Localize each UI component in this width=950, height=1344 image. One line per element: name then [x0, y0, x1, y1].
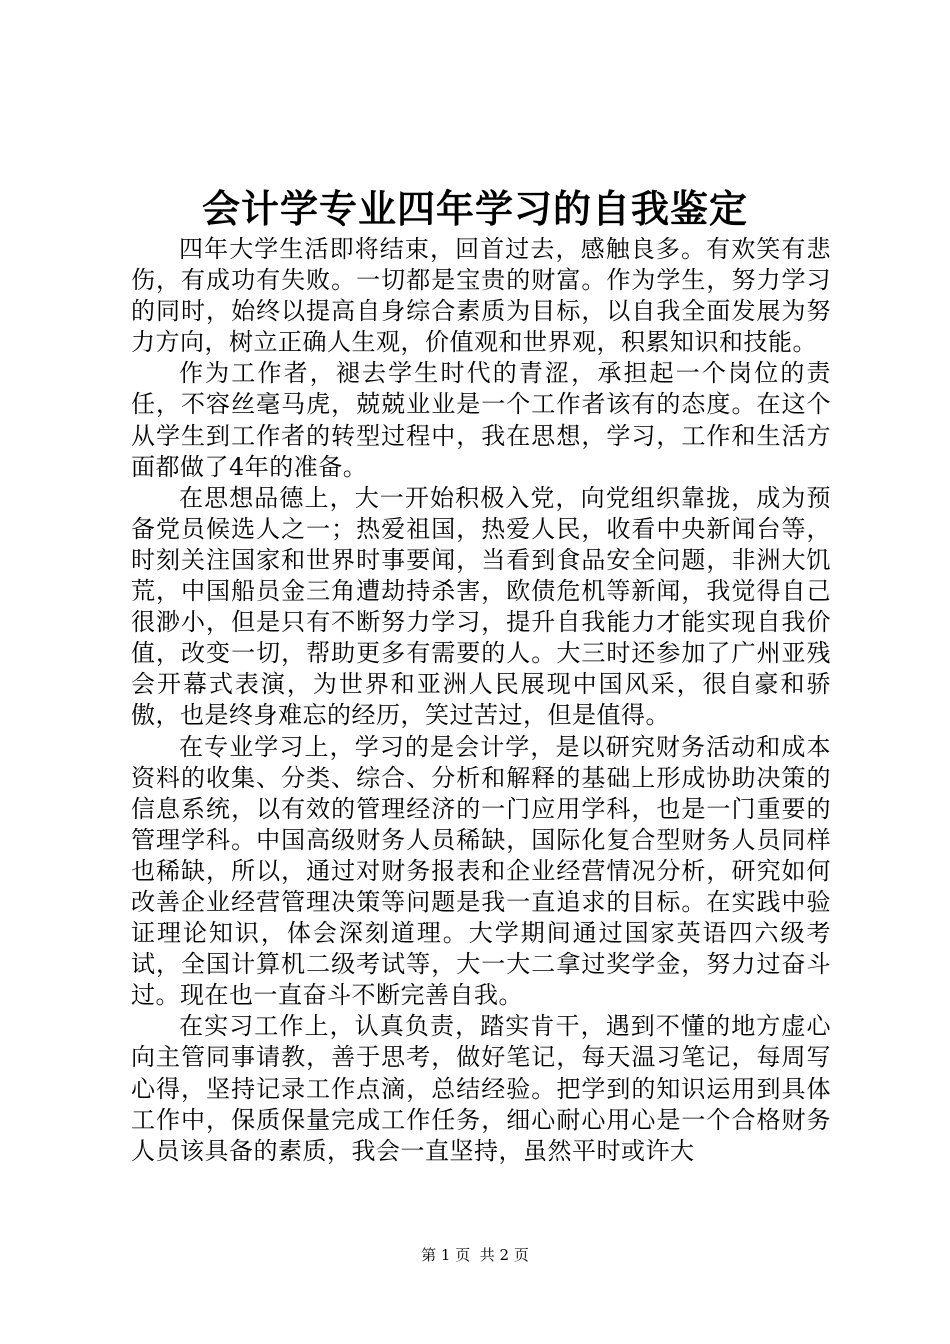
paragraph-ideology: 在思想品德上，大一开始积极入党，向党组织靠拢，成为预备党员候选人之一；热爱祖国，热爱人民，收看中央新闻台等，时刻关注国家和世界时事要闻，当看到食品安全问题，非洲大饥荒，中国船员金三角遭劫持杀害，欧债危机等新闻，我觉得自己很渺小，但是只有不断努力学习，提升自我能力才能实现自我价值，改变一切，帮助更多有需要的人。大三时还参加了广州亚残会开幕式表演，为世界和亚洲人民展现中国风采，很自豪和骄傲，也是终身难忘的经历，笑过苦过，但是值得。 [131, 483, 831, 730]
document-body [131, 234, 831, 1167]
document-title: 会计学专业四年学习的自我鉴定 [201, 187, 748, 231]
paragraph-internship: 在实习工作上，认真负责，踏实肯干，遇到不懂的地方虚心向主管同事请教，善于思考，做好笔记，每天温习笔记，每周写心得，坚持记录工作点滴，总结经验。把学到的知识运用到具体工作中，保质保量完成工作任务，细心耐心用心是一个合格财务人员该具备的素质，我会一直坚持，虽然平时或许大 [131, 1012, 831, 1165]
page-number-label: 第 1 页 共 2 页 [421, 1246, 529, 1264]
paragraph-study: 在专业学习上，学习的是会计学，是以研究财务活动和成本资料的收集、分类、综合、分析和解释的基础上形成协助决策的信息系统，以有效的管理经济的一门应用学科，也是一门重要的管理学科。中国高级财务人员稀缺，国际化复合型财务人员同样也稀缺，所以，通过对财务报表和企业经营情况分析，研究如何改善企业经营管理决策等问题是我一直追求的目标。在实践中验证理论知识，体会深刻道理。大学期间通过国家英语四六级考试，全国计算机二级考试等，大一大二拿过奖学金，努力过奋斗过。现在也一直奋斗不断完善自我。 [131, 732, 831, 1010]
paragraph-intro: 四年大学生活即将结束，回首过去，感触良多。有欢笑有悲伤，有成功有失败。一切都是宝贵的财富。作为学生，努力学习的同时，始终以提高自身综合素质为目标，以自我全面发展为努力方向，树立正确人生观，价值观和世界观，积累知识和技能。 [131, 235, 831, 357]
paragraph-work-role: 作为工作者，褪去学生时代的青涩，承担起一个岗位的责任，不容丝毫马虎，兢兢业业是一个工作者该有的态度。在这个从学生到工作者的转型过程中，我在思想，学习，工作和生活方面都做了4年的准备。 [131, 359, 831, 481]
page-footer [0, 1244, 950, 1266]
